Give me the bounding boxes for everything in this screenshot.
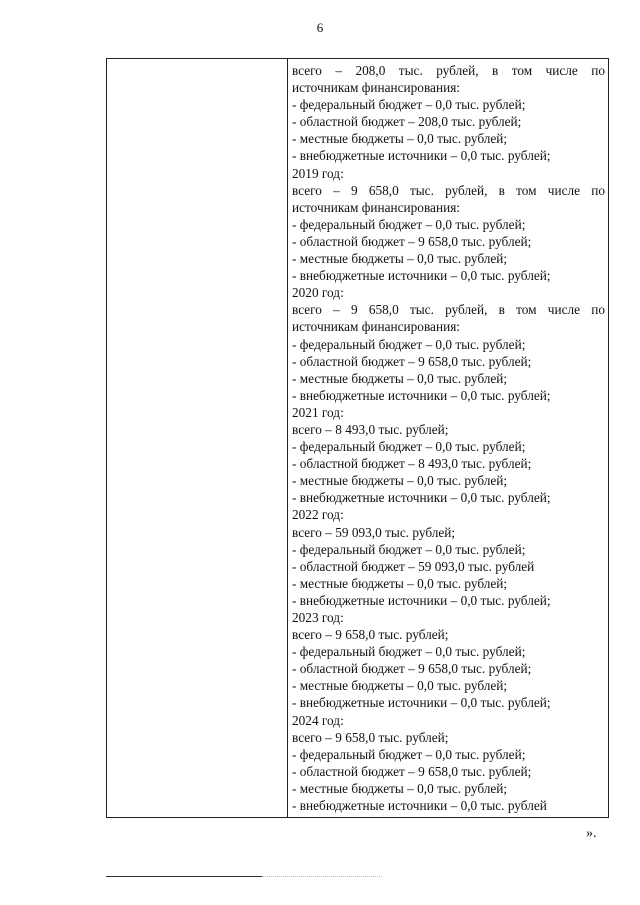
page-number: 6 [316,20,324,35]
table-line: - внебюджетные источники – 0,0 тыс. рублей; [292,268,551,284]
closing-quote-mark: ». [586,826,597,841]
table-line: - федеральный бюджет – 0,0 тыс. рублей; [292,97,526,113]
table-line: - областной бюджет – 8 493,0 тыс. рублей; [292,456,532,472]
table-line: - областной бюджет – 9 658,0 тыс. рублей; [292,661,532,677]
table-line: 2021 год: [292,404,344,420]
table-line: 2022 год: [292,507,344,523]
table-line: - внебюджетные источники – 0,0 тыс. рублей; [292,695,551,711]
table-line: источникам финансирования: [292,199,461,215]
table-line: - внебюджетные источники – 0,0 тыс. рублей [292,798,547,814]
table-line: - областной бюджет – 9 658,0 тыс. рублей; [292,763,532,779]
table-line: - местные бюджеты – 0,0 тыс. рублей; [292,251,508,267]
table-line: 2023 год: [292,610,344,625]
table-line: всего – 59 093,0 тыс. рублей; [292,524,456,540]
footer-rule [106,876,262,877]
table-line: 2020 год: [292,285,344,301]
funding-table [106,58,609,818]
table-line: - местные бюджеты – 0,0 тыс. рублей; [292,131,508,147]
table-line: - областной бюджет – 59 093,0 тыс. рублей [292,558,535,574]
table-line: - федеральный бюджет – 0,0 тыс. рублей; [292,541,526,557]
table-line: всего – 9 658,0 тыс. рублей, в том числе по [292,302,605,318]
table-line: - местные бюджеты – 0,0 тыс. рублей; [292,678,508,694]
table-line: всего – 9 658,0 тыс. рублей, в том числе по [292,182,605,198]
table-line: - местные бюджеты – 0,0 тыс. рублей; [292,780,508,796]
table-line: всего – 208,0 тыс. рублей, в том числе по [292,63,605,78]
table-line: - федеральный бюджет – 0,0 тыс. рублей; [292,644,526,660]
table-line: - федеральный бюджет – 0,0 тыс. рублей; [292,439,526,455]
table-line: источникам финансирования: [292,319,461,335]
table-line: - местные бюджеты – 0,0 тыс. рублей; [292,575,508,591]
table-line: - внебюджетные источники – 0,0 тыс. рублей; [292,490,551,506]
table-right-cell [288,59,608,817]
table-line: - областной бюджет – 208,0 тыс. рублей; [292,114,522,130]
table-line: - федеральный бюджет – 0,0 тыс. рублей; [292,216,526,232]
footer-faint-rule [262,876,382,877]
table-line: - областной бюджет – 9 658,0 тыс. рублей; [292,233,532,249]
table-line: всего – 9 658,0 тыс. рублей; [292,729,449,745]
table-line: - внебюджетные источники – 0,0 тыс. рублей; [292,387,551,403]
table-line: источникам финансирования: [292,80,461,96]
table-line: - местные бюджеты – 0,0 тыс. рублей; [292,370,508,386]
table-line: - местные бюджеты – 0,0 тыс. рублей; [292,473,508,489]
table-line: 2024 год: [292,712,344,728]
table-line: - внебюджетные источники – 0,0 тыс. рублей; [292,148,551,164]
table-line: - федеральный бюджет – 0,0 тыс. рублей; [292,336,526,352]
table-line: всего – 8 493,0 тыс. рублей; [292,421,449,437]
table-line: - областной бюджет – 9 658,0 тыс. рублей; [292,353,532,369]
table-line: 2019 год: [292,165,344,181]
table-line: - федеральный бюджет – 0,0 тыс. рублей; [292,746,526,762]
table-line: - внебюджетные источники – 0,0 тыс. рублей; [292,592,551,608]
table-line: всего – 9 658,0 тыс. рублей; [292,627,449,643]
table-left-cell [107,59,288,817]
